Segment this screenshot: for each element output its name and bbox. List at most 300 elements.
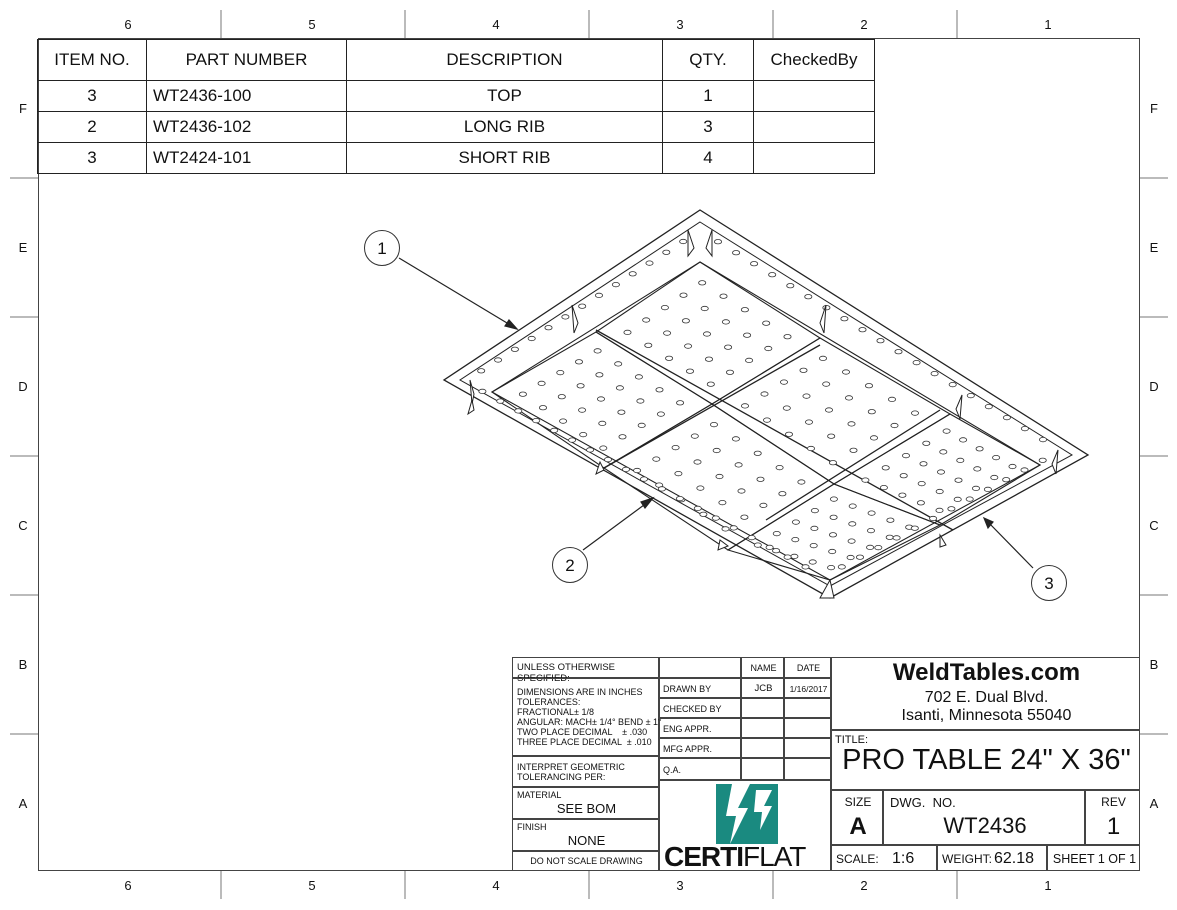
logo-flat: FLAT [743, 841, 806, 872]
tolerance-cell [512, 678, 662, 756]
panel-hole [957, 458, 964, 462]
qa-name-cell [741, 758, 784, 780]
panel-hole [917, 501, 924, 505]
panel-hole [900, 474, 907, 478]
panel-hole [703, 332, 710, 336]
panel-hole [691, 434, 698, 438]
panel-hole [577, 384, 584, 388]
tol-line: FRACTIONAL± 1/8 [517, 707, 594, 717]
panel-hole [972, 486, 979, 490]
zone-col-label: 4 [492, 17, 500, 32]
material-label: MATERIAL [517, 790, 562, 800]
panel-hole [757, 477, 764, 481]
perimeter-hole [714, 240, 721, 244]
mfg-appr-label: MFG APPR. [663, 744, 713, 754]
perimeter-hole [838, 565, 845, 569]
bom-header-part: PART NUMBER [147, 40, 347, 81]
perimeter-hole [528, 336, 535, 340]
title-cell [831, 730, 1140, 790]
leader-line-2 [583, 502, 648, 550]
panel-hole [579, 408, 586, 412]
zone-row-label: A [18, 796, 28, 811]
panel-hole [735, 463, 742, 467]
panel-hole [773, 549, 780, 553]
perimeter-hole [805, 295, 812, 299]
perimeter-hole [733, 251, 740, 255]
panel-hole [619, 435, 626, 439]
panel-hole [807, 446, 814, 450]
panel-hole [675, 471, 682, 475]
bom-part: WT2436-102 [147, 112, 347, 143]
balloon-3: 3 [1031, 565, 1067, 601]
panel-hole [716, 474, 723, 478]
eng-appr-cell [659, 718, 741, 738]
panel-hole [880, 485, 887, 489]
panel-hole [643, 318, 650, 322]
interpret-line: INTERPRET GEOMETRIC [517, 762, 625, 772]
zone-col-label: 1 [1044, 17, 1052, 32]
panel-hole [868, 410, 875, 414]
panel-hole [754, 451, 761, 455]
eng-appr-label: ENG APPR. [663, 724, 712, 734]
perimeter-hole [478, 369, 485, 373]
panel-hole [865, 384, 872, 388]
panel-hole [744, 333, 751, 337]
panel-hole [746, 358, 753, 362]
perimeter-hole [562, 315, 569, 319]
panel-hole [918, 481, 925, 485]
zone-row-label: F [1150, 101, 1158, 116]
unless-label: UNLESS OTHERWISE SPECIFIED: [517, 662, 616, 684]
panel-hole [850, 448, 857, 452]
panel-hole [991, 475, 998, 479]
logo-cell [659, 780, 831, 871]
dwg-no-label: DWG. NO. [890, 795, 956, 810]
panel-hole [798, 480, 805, 484]
panel-hole [780, 380, 787, 384]
date-col-label: DATE [796, 663, 821, 673]
perimeter-hole [587, 448, 594, 452]
bom-desc: SHORT RIB [347, 143, 663, 174]
weight-label: WEIGHT: [942, 852, 992, 866]
weight-value: 62.18 [994, 850, 1035, 867]
bom-qty: 1 [663, 81, 754, 112]
zone-col-label: 5 [308, 878, 316, 893]
panel-hole [829, 549, 836, 553]
panel-hole [803, 394, 810, 398]
perimeter-hole [949, 382, 956, 386]
tol-line: THREE PLACE DECIMAL ± .010 [517, 737, 652, 747]
panel-hole [842, 370, 849, 374]
bom-header-item: ITEM NO. [38, 40, 147, 81]
panel-hole [624, 330, 631, 334]
panel-hole [779, 492, 786, 496]
panel-hole [719, 500, 726, 504]
panel-hole [974, 467, 981, 471]
zone-col-label: 1 [1044, 878, 1052, 893]
zone-col-label: 2 [860, 878, 868, 893]
panel-hole [911, 411, 918, 415]
scale-cell [831, 845, 937, 871]
panel-hole [754, 543, 761, 547]
perimeter-hole [595, 293, 602, 297]
tol-line: TOLERANCES: [517, 697, 581, 707]
tol-line: ANGULAR: MACH± 1/4° BEND ± 1° [517, 717, 662, 727]
eng-name-cell [741, 718, 784, 738]
panel-hole [882, 466, 889, 470]
perimeter-hole [533, 418, 540, 422]
zone-row-label: B [18, 657, 28, 672]
bom-item: 2 [38, 112, 147, 143]
finish-value: NONE [567, 833, 606, 848]
tol-line: TWO PLACE DECIMAL ± .030 [517, 727, 648, 737]
company-address-1: 702 E. Dual Blvd. [924, 689, 1049, 706]
mfg-appr-cell [659, 738, 741, 758]
panel-hole [710, 422, 717, 426]
panel-hole [792, 537, 799, 541]
checked-by-label: CHECKED BY [663, 704, 722, 714]
panel-hole [732, 437, 739, 441]
panel-hole [618, 410, 625, 414]
perimeter-hole [730, 526, 737, 530]
perimeter-hole [479, 389, 486, 393]
perimeter-hole [985, 404, 992, 408]
panel-hole [713, 448, 720, 452]
panel-hole [849, 504, 856, 508]
panel-hole [870, 436, 877, 440]
perimeter-hole [931, 371, 938, 375]
bom-header-qty: QTY. [663, 40, 754, 81]
size-value: A [849, 813, 867, 840]
panel-hole [596, 373, 603, 377]
bom-item: 3 [38, 81, 147, 112]
scale-value: 1:6 [892, 850, 915, 867]
drawn-by-cell [659, 678, 741, 698]
perimeter-hole [694, 506, 701, 510]
leader-arrow-1 [505, 320, 517, 329]
panel-hole [761, 392, 768, 396]
zone-row-label: E [1149, 240, 1159, 255]
panel-hole [722, 527, 729, 531]
panel-hole [763, 321, 770, 325]
perimeter-hole [966, 497, 973, 501]
panel-hole [811, 526, 818, 530]
logo-certi: CERTI [664, 841, 743, 872]
panel-hole [791, 554, 798, 558]
zone-col-label: 4 [492, 878, 500, 893]
scale-label: SCALE: [836, 852, 879, 866]
date-col-cell [784, 657, 831, 678]
drawing-title: PRO TABLE 24" X 36" [842, 744, 1131, 776]
panel-hole [810, 543, 817, 547]
panel-hole [773, 531, 780, 535]
panel-hole [940, 450, 947, 454]
panel-hole [805, 420, 812, 424]
company-address-2: Isanti, Minnesota 55040 [901, 707, 1072, 724]
perimeter-hole [1039, 437, 1046, 441]
perimeter-hole [712, 516, 719, 520]
perimeter-hole [895, 350, 902, 354]
panel-hole [685, 344, 692, 348]
panel-hole [792, 520, 799, 524]
panel-hole [657, 412, 664, 416]
panel-hole [738, 489, 745, 493]
checked-by-cell [659, 698, 741, 718]
zone-col-label: 3 [676, 17, 684, 32]
zone-row-label: C [18, 518, 28, 533]
perimeter-hole [676, 496, 683, 500]
perimeter-hole [893, 536, 900, 540]
panel-hole [741, 515, 748, 519]
zone-col-label: 5 [308, 17, 316, 32]
panel-hole [600, 446, 607, 450]
perimeter-hole [612, 282, 619, 286]
perimeter-hole [658, 487, 665, 491]
bom-qty: 3 [663, 112, 754, 143]
panel-hole [726, 370, 733, 374]
qa-label: Q.A. [663, 765, 682, 775]
panel-hole [700, 512, 707, 516]
panel-hole [519, 392, 526, 396]
bom-item: 3 [38, 143, 147, 174]
panel-hole [638, 423, 645, 427]
panel-hole [741, 308, 748, 312]
panel-hole [867, 528, 874, 532]
perimeter-hole [1021, 468, 1028, 472]
panel-hole [694, 460, 701, 464]
weight-cell [937, 845, 1047, 871]
perimeter-hole [769, 273, 776, 277]
panel-hole [848, 539, 855, 543]
panel-hole [902, 453, 909, 457]
drawn-by-name-cell [741, 678, 784, 698]
approvals-head-blank [659, 657, 741, 678]
drawn-date-value: 1/16/2017 [789, 684, 828, 694]
panel-hole [830, 515, 837, 519]
panel-hole [887, 518, 894, 522]
dwg-no-value: WT2436 [943, 813, 1027, 838]
perimeter-hole [967, 393, 974, 397]
perimeter-hole [629, 272, 636, 276]
panel-hole [1009, 464, 1016, 468]
panel-hole [760, 503, 767, 507]
panel-hole [937, 470, 944, 474]
panel-hole [809, 560, 816, 564]
panel-hole [784, 335, 791, 339]
panel-hole [936, 489, 943, 493]
panel-hole [686, 369, 693, 373]
perimeter-hole [984, 487, 991, 491]
perimeter-hole [646, 261, 653, 265]
perimeter-hole [622, 467, 629, 471]
panel-hole [960, 438, 967, 442]
perimeter-hole [680, 239, 687, 243]
panel-hole [830, 497, 837, 501]
panel-hole [635, 375, 642, 379]
perimeter-hole [913, 360, 920, 364]
perimeter-hole [856, 555, 863, 559]
leader-line-3 [988, 522, 1033, 568]
interpret-line: TOLERANCING PER: [517, 772, 606, 782]
panel-hole [954, 497, 961, 501]
panel-hole [867, 545, 874, 549]
title-label: TITLE: [835, 734, 869, 746]
perimeter-hole [911, 526, 918, 530]
do-not-scale-cell [512, 851, 659, 871]
certiflat-logo-mark [716, 784, 778, 844]
drawn-date-cell [784, 678, 831, 698]
panel-hole [634, 468, 641, 472]
company-cell [831, 657, 1140, 730]
panel-hole [825, 408, 832, 412]
unless-cell [512, 657, 659, 684]
perimeter-hole [877, 339, 884, 343]
perimeter-hole [640, 477, 647, 481]
panel-hole [597, 397, 604, 401]
perimeter-hole [495, 358, 502, 362]
perimeter-hole [748, 535, 755, 539]
panel-hole [891, 423, 898, 427]
panel-hole [538, 381, 545, 385]
panel-hole [594, 349, 601, 353]
rev-cell [1085, 790, 1140, 845]
rev-label: REV [1101, 795, 1126, 809]
perimeter-hole [545, 326, 552, 330]
panel-hole [705, 357, 712, 361]
certiflat-wordmark [664, 841, 805, 873]
perimeter-hole [569, 438, 576, 442]
name-col-label: NAME [750, 663, 777, 673]
do-not-scale-label: DO NOT SCALE DRAWING [530, 856, 643, 866]
bom-part: WT2436-100 [147, 81, 347, 112]
perimeter-hole [841, 317, 848, 321]
finish-cell [512, 819, 659, 851]
material-value: SEE BOM [556, 801, 617, 816]
panel-hole [847, 555, 854, 559]
perimeter-hole [1003, 478, 1010, 482]
panel-hole [682, 319, 689, 323]
drawn-by-value: JCB [754, 683, 773, 694]
perimeter-hole [875, 545, 882, 549]
sheet-cell [1047, 845, 1140, 871]
panel-hole [899, 493, 906, 497]
panel-hole [800, 368, 807, 372]
panel-hole [849, 522, 856, 526]
panel-hole [920, 462, 927, 466]
perimeter-hole [930, 516, 937, 520]
eng-date-cell [784, 718, 831, 738]
panel-hole [699, 281, 706, 285]
panel-hole [697, 486, 704, 490]
perimeter-hole [511, 347, 518, 351]
perimeter-hole [663, 250, 670, 254]
panel-hole [845, 396, 852, 400]
panel-hole [725, 345, 732, 349]
panel-hole [666, 356, 673, 360]
panel-hole [936, 508, 943, 512]
bom-desc: TOP [347, 81, 663, 112]
panel-hole [557, 370, 564, 374]
panel-hole [765, 346, 772, 350]
panel-hole [599, 421, 606, 425]
panel-hole [886, 535, 893, 539]
panel-hole [862, 478, 869, 482]
panel-hole [829, 533, 836, 537]
perimeter-hole [787, 284, 794, 288]
zone-row-label: F [19, 101, 27, 116]
balloon-2: 2 [552, 547, 588, 583]
panel-hole [672, 445, 679, 449]
panel-hole [707, 382, 714, 386]
panel-hole [763, 418, 770, 422]
leader-line-1 [399, 258, 512, 326]
perimeter-hole [751, 262, 758, 266]
company-name: WeldTables.com [892, 659, 1081, 686]
mfg-name-cell [741, 738, 784, 758]
rev-value: 1 [1106, 813, 1121, 840]
panel-hole [580, 432, 587, 436]
panel-hole [741, 404, 748, 408]
panel-hole [680, 293, 687, 297]
panel-hole [776, 465, 783, 469]
panel-hole [923, 441, 930, 445]
zone-row-label: B [1149, 657, 1159, 672]
name-col-cell [741, 657, 784, 678]
panel-hole [560, 419, 567, 423]
panel-hole [645, 343, 652, 347]
panel-hole [993, 455, 1000, 459]
perimeter-hole [948, 507, 955, 511]
panel-hole [976, 447, 983, 451]
interpret-cell [512, 756, 659, 787]
size-cell [831, 790, 883, 845]
bom-header-desc: DESCRIPTION [347, 40, 663, 81]
panel-hole [677, 401, 684, 405]
panel-hole [811, 508, 818, 512]
checked-date-cell [784, 698, 831, 718]
panel-hole [828, 434, 835, 438]
panel-hole [661, 305, 668, 309]
bom-header-checked: CheckedBy [754, 40, 875, 81]
panel-hole [848, 422, 855, 426]
qa-date-cell [784, 758, 831, 780]
zone-row-label: C [1149, 518, 1159, 533]
perimeter-hole [859, 328, 866, 332]
zone-col-label: 6 [124, 17, 132, 32]
panel-hole [783, 406, 790, 410]
panel-hole [653, 457, 660, 461]
panel-hole [664, 331, 671, 335]
qa-cell [659, 758, 741, 780]
panel-hole [539, 406, 546, 410]
panel-hole [722, 320, 729, 324]
mfg-date-cell [784, 738, 831, 758]
panel-hole [888, 397, 895, 401]
panel-hole [823, 382, 830, 386]
finish-label: FINISH [517, 822, 547, 832]
panel-hole [637, 399, 644, 403]
panel-hole [720, 294, 727, 298]
zone-row-label: E [18, 240, 28, 255]
zone-col-label: 2 [860, 17, 868, 32]
checked-name-cell [741, 698, 784, 718]
perimeter-hole [1021, 426, 1028, 430]
bom-desc: LONG RIB [347, 112, 663, 143]
bom-part: WT2424-101 [147, 143, 347, 174]
zone-row-label: D [18, 379, 28, 394]
material-cell [512, 787, 659, 819]
dwg-no-cell [883, 790, 1085, 845]
